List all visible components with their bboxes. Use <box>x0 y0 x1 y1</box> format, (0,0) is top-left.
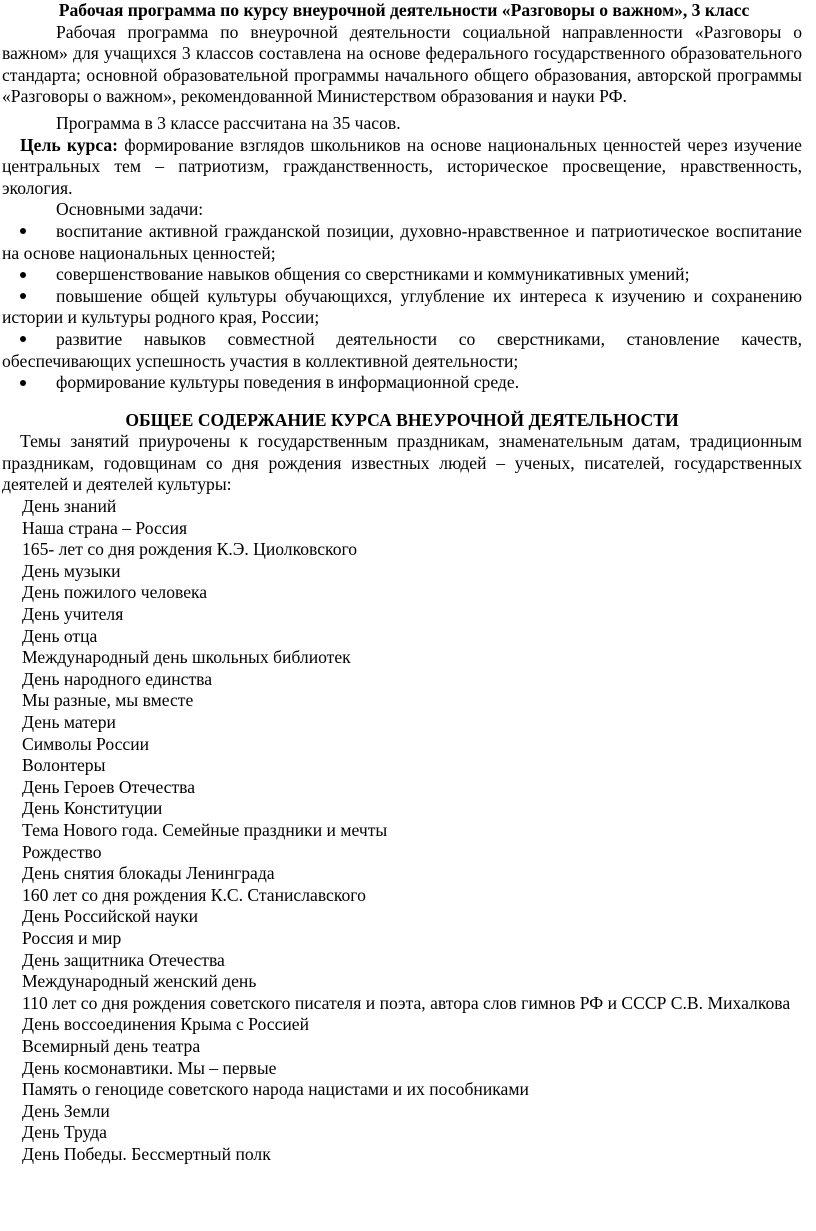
topic-item: День защитника Отечества <box>22 949 225 970</box>
list-item: воспитание активной гражданской позиции, духовно-нравственное и патриотическое воспитание на основе национальных ценностей; <box>2 220 802 263</box>
topic-item: Память о геноциде советского народа нацистами и их пособниками <box>22 1079 529 1100</box>
topic-item: День учителя <box>22 604 124 625</box>
section-title: ОБЩЕЕ СОДЕРЖАНИЕ КУРСА ВНЕУРОЧНОЙ ДЕЯТЕЛЬНОСТИ <box>125 409 679 430</box>
topic-item: День Победы. Бессмертный полк <box>22 1143 271 1164</box>
goal-text: формирование взглядов школьников на основе национальных ценностей через изучение центральных тем – патриотизм, гражданственность, историческое просвещение, нравственность, экология. <box>2 134 802 198</box>
topic-item: День матери <box>22 712 116 732</box>
topic-item: День Героев Отечества <box>22 776 196 797</box>
topic-item: День космонавтики. Мы – первые <box>22 1057 277 1078</box>
list-item: совершенствование навыков общения со сверстниками и коммуникативных умений; <box>2 264 802 286</box>
hours-paragraph: Программа в 3 классе рассчитана на 35 часов. <box>56 112 401 133</box>
topic-item: День Труда <box>22 1122 107 1143</box>
topic-item: Рождество <box>22 841 102 862</box>
tasks-heading: Основными задачи: <box>56 199 204 220</box>
topic-item: День знаний <box>22 496 117 517</box>
bullet-icon <box>20 286 40 308</box>
topic-item: Волонтеры <box>22 755 106 776</box>
section-intro: Темы занятий приурочены к государственным праздникам, знаменательным датам, традиционным праздникам, годовщинам со дня рождения известных людей – ученых, писателей, государственных деятелей и деятелей культуры: <box>2 431 802 495</box>
topic-item: Наша страна – Россия <box>22 517 188 538</box>
topic-item: День воссоединения Крыма с Россией <box>22 1014 310 1035</box>
topic-item: День пожилого человека <box>22 582 208 603</box>
goal-label: Цель курса: <box>20 134 119 155</box>
topic-item-long: 110 лет со дня рождения советского писателя и поэта, автора слов гимнов РФ и СССР С.В. Михалкова <box>22 992 791 1013</box>
topic-item: День отца <box>22 625 98 646</box>
topic-item: Международный день школьных библиотек <box>22 647 351 668</box>
topic-item: День народного единства <box>22 668 213 689</box>
bullet-icon <box>20 329 40 351</box>
topic-item: День Российской науки <box>22 906 199 927</box>
list-item: развитие навыков совместной деятельности со сверстниками, становление качеств, обеспечивающих успешность участия в коллективной деятельности; <box>2 328 802 371</box>
topic-item: Россия и мир <box>22 927 122 948</box>
bullet-icon <box>20 264 40 286</box>
topic-item: День снятия блокады Ленинграда <box>22 863 275 884</box>
topic-item: День Земли <box>22 1100 110 1121</box>
topic-item: Международный женский день <box>22 971 257 992</box>
topics-list-b <box>2 1014 802 1165</box>
list-item: формирование культуры поведения в информационной среде. <box>2 372 802 394</box>
topic-item: 165- лет со дня рождения К.Э. Циолковского <box>22 539 358 560</box>
bullet-icon <box>20 221 40 243</box>
bullet-icon <box>20 372 40 394</box>
topic-item: День музыки <box>22 560 121 581</box>
topic-item: Мы разные, мы вместе <box>22 690 194 711</box>
topic-item: 160 лет со дня рождения К.С. Станиславского <box>22 884 366 905</box>
document-page <box>2 0 802 1165</box>
intro-paragraph: Рабочая программа по внеурочной деятельности социальной направленности «Разговоры о важном» для учащихся 3 классов составлена на основе федерального государственного образовательного стандарта; основной образовательной программы начального общего образования, авторской программы «Разговоры о важном», рекомендованной Министерством образования и науки РФ. <box>2 21 802 107</box>
goal-paragraph <box>2 135 802 200</box>
topic-item: Тема Нового года. Семейные праздники и мечты <box>22 819 388 840</box>
topic-item: Символы России <box>22 733 150 754</box>
topic-item: День Конституции <box>22 798 163 819</box>
topic-item: Всемирный день театра <box>22 1035 201 1056</box>
list-item: повышение общей культуры обучающихся, углубление их интереса к изучению и сохранению истории и культуры родного края, России; <box>2 285 802 328</box>
topics-list-a <box>2 496 802 993</box>
document-title: Рабочая программа по курсу внеурочной деятельности «Разговоры о важном», 3 класс <box>58 0 750 20</box>
tasks-list <box>2 221 802 394</box>
